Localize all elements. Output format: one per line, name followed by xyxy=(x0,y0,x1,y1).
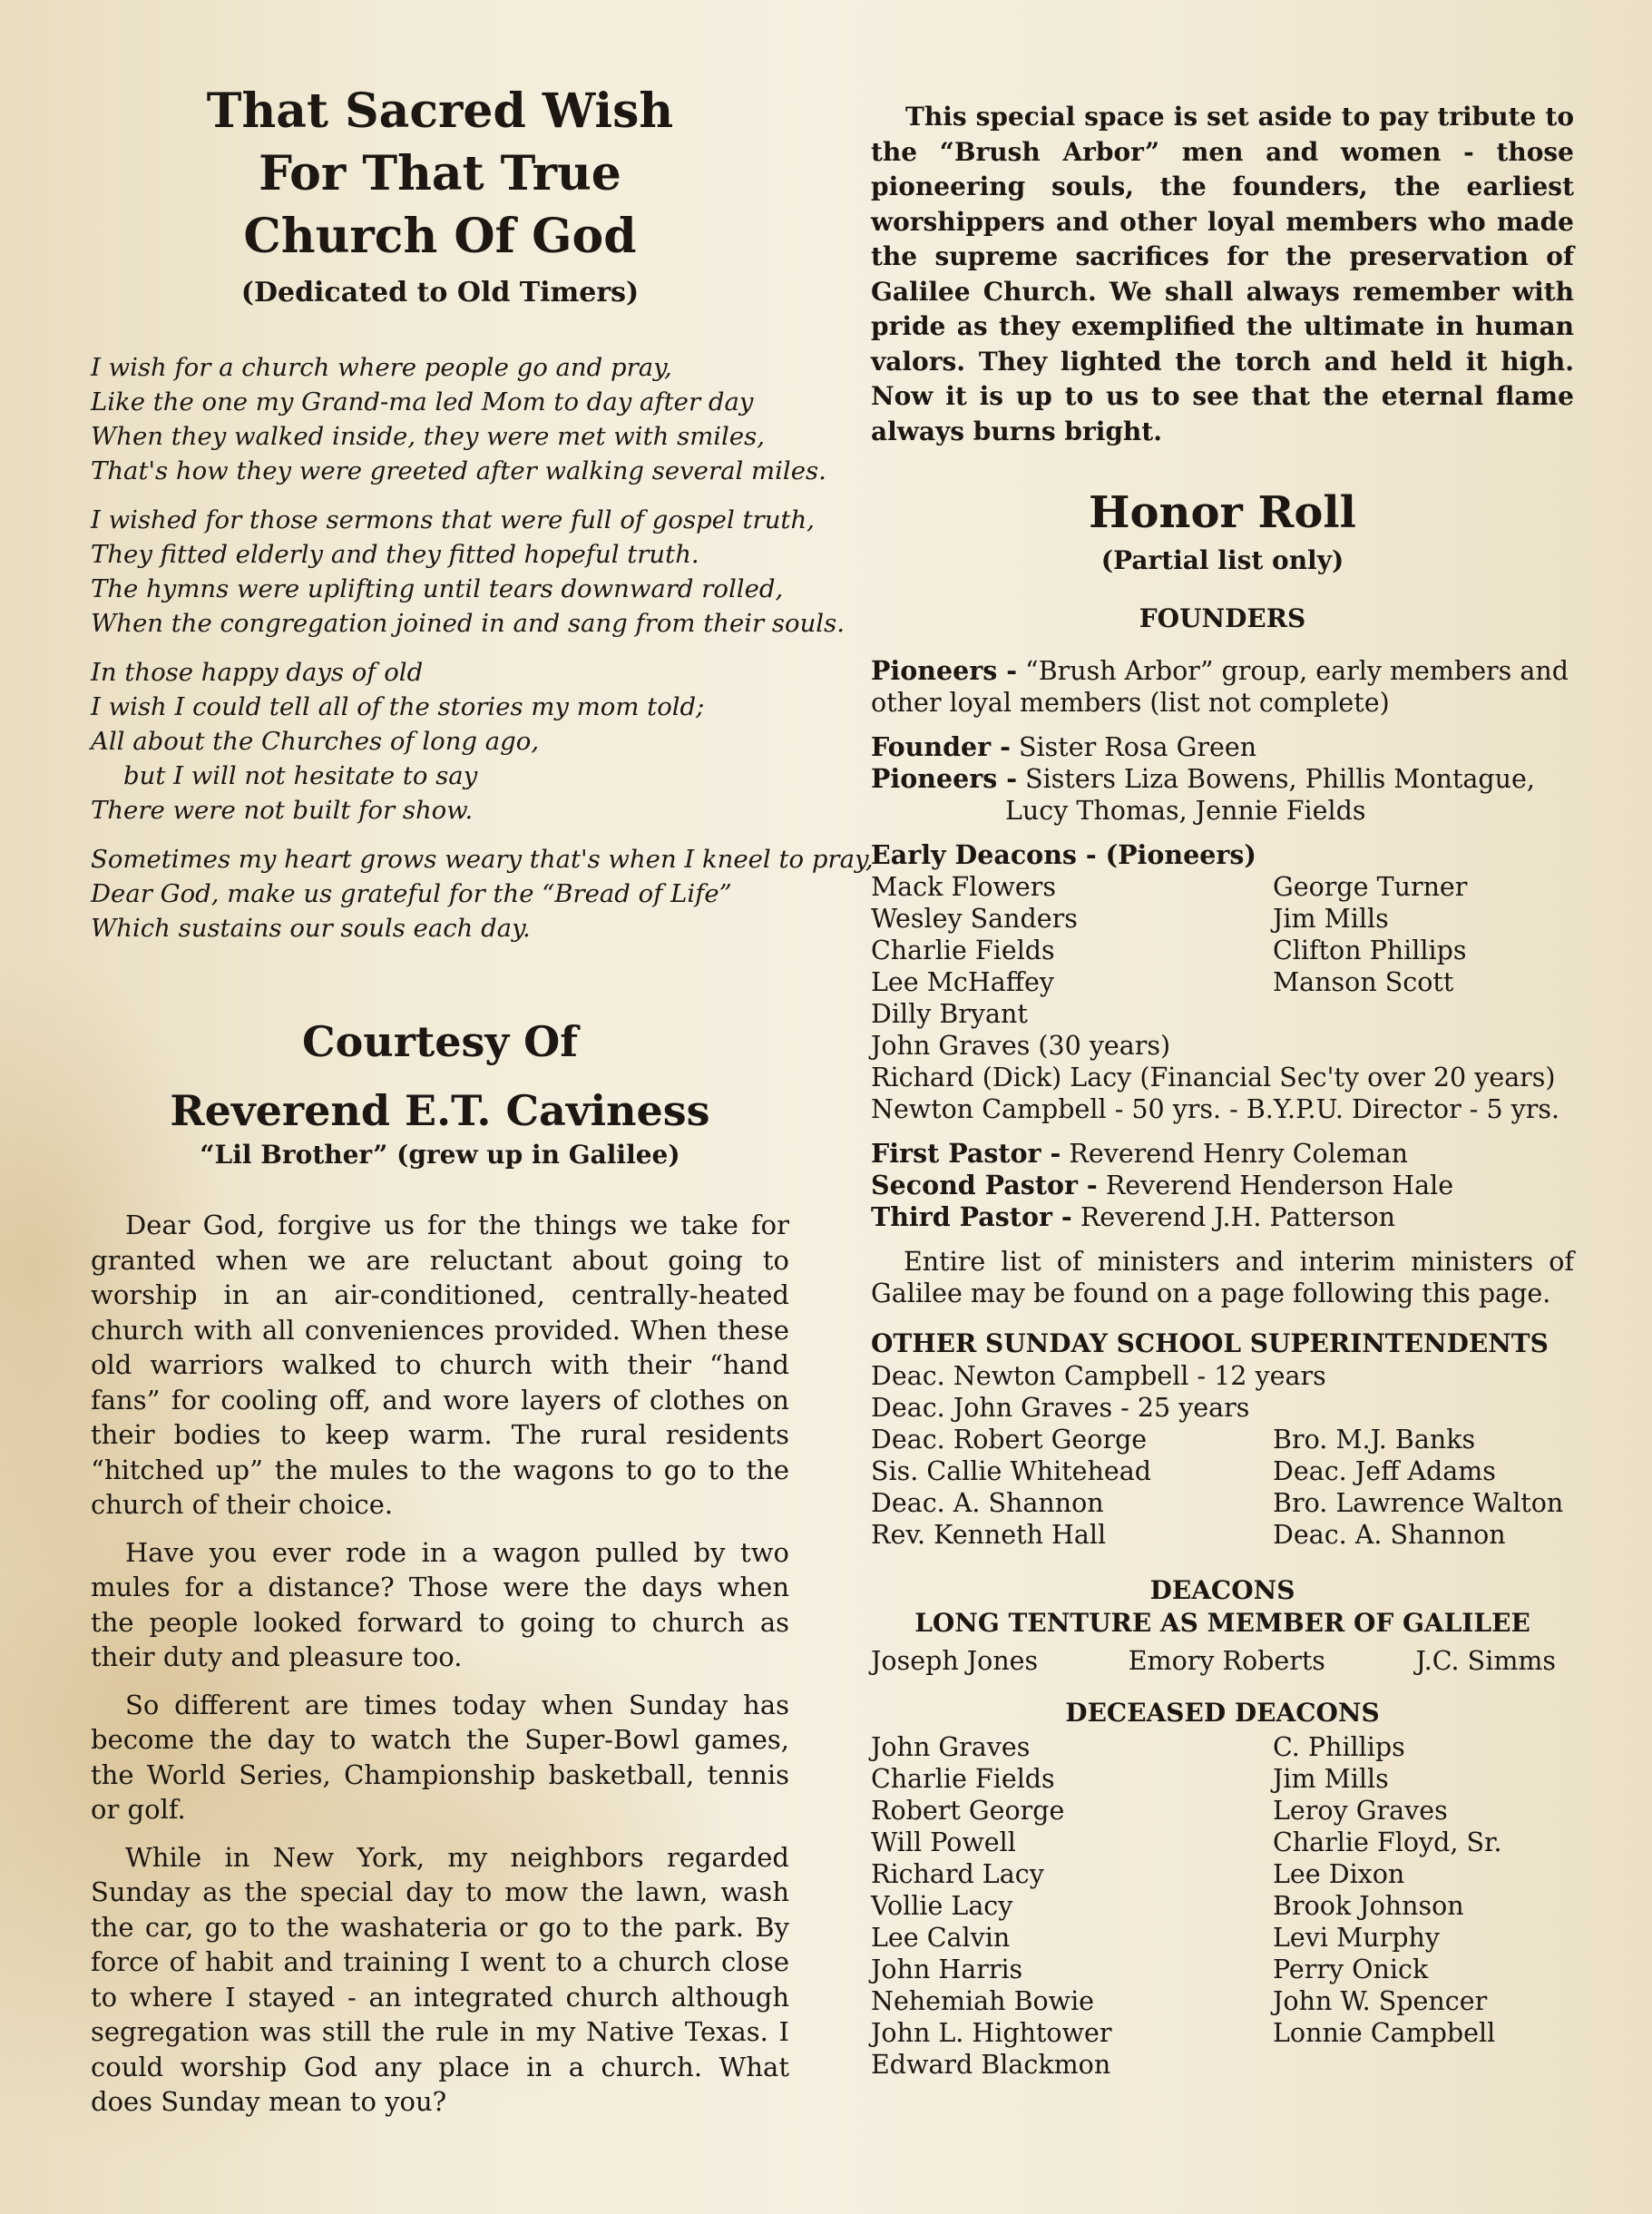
list-item: Mack Flowers xyxy=(871,872,1057,902)
poem-line: There were not built for show. xyxy=(91,796,474,825)
list-item: Deac. John Graves - 25 years xyxy=(871,1393,1250,1423)
paragraph: Have you ever rode in a wagon pulled by two mules for a distance? Those were the days when the people looked forward to going to church as their duty and pleasure too. xyxy=(91,1536,789,1672)
pastor-entry xyxy=(871,1201,1574,1233)
poem-line: Which sustains our souls each day. xyxy=(91,914,531,943)
founder-entry xyxy=(871,731,1574,763)
list-column xyxy=(871,1731,1273,2081)
deacons-heading: DEACONS xyxy=(1149,1575,1295,1605)
list-column xyxy=(1273,871,1574,998)
list-item: Manson Scott xyxy=(1273,967,1454,997)
entry-text: “Brush Arbor” group, early members and other loyal members (list not complete) xyxy=(871,656,1569,718)
entry-label: Early Deacons - (Pioneers) xyxy=(871,839,1256,870)
list-item: C. Phillips xyxy=(1273,1732,1405,1762)
courtesy-text xyxy=(91,1208,789,2120)
entry-text: Reverend Henderson Hale xyxy=(1105,1171,1454,1200)
list-item: Richard Lacy xyxy=(871,1859,1044,1889)
list-item: J.C. Simms xyxy=(1415,1646,1556,1676)
courtesy-line: Reverend E.T. Caviness xyxy=(170,1086,710,1135)
early-deacons-label xyxy=(871,839,1574,871)
entry-label: Founder - xyxy=(871,731,1011,762)
pastor-entry xyxy=(871,1170,1574,1201)
list-item: Newton Campbell - 50 yrs. - B.Y.P.U. Director - 5 yrs. xyxy=(871,1094,1560,1124)
list-item: Deac. Robert George xyxy=(871,1425,1148,1455)
poem-body xyxy=(91,350,874,945)
list-item: Rev. Kenneth Hall xyxy=(871,1520,1107,1550)
list-item: Lonnie Campbell xyxy=(1273,2018,1496,2048)
list-item: Edward Blackmon xyxy=(871,2050,1111,2080)
honor-roll-subtitle: (Partial list only) xyxy=(1100,545,1344,575)
list-item: John Graves (30 years) xyxy=(871,1031,1171,1061)
entry-text: Lucy Thomas, Jennie Fields xyxy=(1005,796,1366,826)
poem-line: I wish for a church where people go and pray, xyxy=(91,353,672,382)
early-deacons-list xyxy=(871,871,1574,998)
list-item: Charlie Fields xyxy=(871,936,1055,965)
list-item: Levi Murphy xyxy=(1273,1923,1440,1953)
left-column xyxy=(91,0,874,2132)
list-item: John Graves xyxy=(871,1732,1031,1762)
list-item: Jim Mills xyxy=(1273,1764,1389,1794)
list-item: Charlie Fields xyxy=(871,1764,1055,1794)
paragraph: So different are times today when Sunday has become the day to watch the Super-Bowl games, the World Series, Championship basketball, tennis or golf. xyxy=(91,1689,789,1825)
poem-line: I wished for those sermons that were full of gospel truth, xyxy=(91,505,815,534)
honor-roll-title: Honor Roll xyxy=(1089,487,1356,538)
poem-title-line: That Sacred Wish xyxy=(206,83,674,139)
list-item: Will Powell xyxy=(871,1827,1016,1857)
pioneers-sisters-entry xyxy=(871,763,1574,795)
entry-label: Second Pastor - xyxy=(871,1170,1098,1200)
superintendents-list xyxy=(871,1424,1574,1551)
list-item: Richard (Dick) Lacy (Financial Sec'ty over 20 years) xyxy=(871,1063,1556,1092)
entry-text: Reverend Henry Coleman xyxy=(1069,1139,1409,1169)
list-item: Joseph Jones xyxy=(871,1646,1039,1676)
list-item: Robert George xyxy=(871,1796,1065,1826)
long-tenure-list xyxy=(871,1645,1574,1677)
list-item: John Harris xyxy=(871,1954,1023,1984)
tribute-paragraph: This special space is set aside to pay tribute to the “Brush Arbor” men and women - those pioneering souls, the founders, the earliest worshippers and other loyal members who made the supreme sacrifices for the preservation of Galilee Church. We shall always remember with pride as they exemplified the ultimate in human valors. They lighted the torch and held it high. Now it is up to us to see that the eternal flame always burns bright. xyxy=(871,102,1574,446)
list-item: Jim Mills xyxy=(1273,904,1389,934)
list-item: Vollie Lacy xyxy=(871,1891,1013,1921)
poem-line: In those happy days of old xyxy=(91,658,424,687)
list-column xyxy=(871,1424,1273,1551)
poem-line: Sometimes my heart grows weary that's when I kneel to pray, xyxy=(91,845,874,874)
list-item: Deac. A. Shannon xyxy=(1273,1520,1506,1550)
deceased-deacons-list xyxy=(871,1731,1574,2081)
list-item: Clifton Phillips xyxy=(1273,936,1467,965)
entry-text: Sister Rosa Green xyxy=(1019,732,1257,762)
poem-title-line: Church Of God xyxy=(243,209,637,264)
poem-stanza xyxy=(91,655,789,828)
superintendents-heading: OTHER SUNDAY SCHOOL SUPERINTENDENTS xyxy=(871,1328,1549,1358)
list-item: Bro. Lawrence Walton xyxy=(1273,1488,1564,1518)
entry-label: Third Pastor - xyxy=(871,1201,1072,1232)
pioneers-entry xyxy=(871,655,1574,719)
right-column xyxy=(871,0,1574,2081)
list-item: Dilly Bryant xyxy=(871,999,1028,1029)
list-item: Charlie Floyd, Sr. xyxy=(1273,1827,1502,1857)
list-item: Leroy Graves xyxy=(1273,1796,1448,1826)
list-item: John L. Hightower xyxy=(871,2018,1112,2048)
poem-line: but I will not hesitate to say xyxy=(123,761,478,790)
courtesy-heading xyxy=(91,1007,789,1145)
list-column xyxy=(1273,1731,1574,2081)
pastor-entry xyxy=(871,1138,1574,1170)
poem-subtitle: (Dedicated to Old Timers) xyxy=(240,277,640,309)
list-item: Nehemiah Bowie xyxy=(871,1986,1095,2016)
poem-title-line: For That True xyxy=(259,146,621,201)
entry-label: Pioneers - xyxy=(871,763,1018,794)
list-item: George Turner xyxy=(1273,872,1468,902)
entry-text: Sisters Liza Bowens, Phillis Montague, xyxy=(1025,764,1535,794)
poem-line: They fitted elderly and they fitted hopeful truth. xyxy=(91,540,699,569)
list-item: John W. Spencer xyxy=(1273,1986,1488,2016)
list-item: Sis. Callie Whitehead xyxy=(871,1456,1151,1486)
poem-line: I wish I could tell all of the stories my mom told; xyxy=(91,692,705,721)
poem-line: When the congregation joined in and sang from their souls. xyxy=(91,609,845,638)
poem-title xyxy=(91,0,789,268)
poem-line: Dear God, make us grateful for the “Bread of Life” xyxy=(91,879,732,908)
poem-line: When they walked inside, they were met with smiles, xyxy=(91,422,765,451)
list-item: Wesley Sanders xyxy=(871,904,1078,934)
list-item: Emory Roberts xyxy=(1128,1646,1325,1676)
list-item: Lee McHaffey xyxy=(871,967,1054,997)
courtesy-subtitle: “Lil Brother” (grew up in Galilee) xyxy=(200,1140,680,1170)
entry-label: Pioneers - xyxy=(871,655,1018,686)
entry-text: Reverend J.H. Patterson xyxy=(1080,1202,1395,1232)
list-item: Perry Onick xyxy=(1273,1954,1429,1984)
founders-heading: FOUNDERS xyxy=(1139,603,1306,633)
list-item: Lee Dixon xyxy=(1273,1859,1405,1889)
poem-stanza xyxy=(91,842,874,945)
list-item: Deac. A. Shannon xyxy=(871,1488,1104,1518)
poem-stanza xyxy=(91,503,845,641)
list-item: Deac. Jeff Adams xyxy=(1273,1456,1496,1486)
list-column xyxy=(871,871,1273,998)
deceased-deacons-heading: DECEASED DEACONS xyxy=(1065,1698,1380,1728)
paragraph: Dear God, forgive us for the things we take for granted when we are reluctant about going to worship in an air-conditioned, centrally-heated church with all conveniences provided. When these old warriors walked to church with their “hand fans” for cooling off, and wore layers of clothes on their bodies to keep warm. The rural residents “hitched up” the mules to the wagons to go to the church of their choice. xyxy=(91,1210,789,1520)
courtesy-line: Courtesy Of xyxy=(302,1017,578,1066)
list-item: Bro. M.J. Banks xyxy=(1273,1425,1476,1455)
poem-line: That's how they were greeted after walking several miles. xyxy=(91,456,826,485)
entry-label: First Pastor - xyxy=(871,1138,1061,1169)
list-item: Brook Johnson xyxy=(1273,1891,1464,1921)
paragraph: While in New York, my neighbors regarded Sunday as the special day to mow the lawn, wash the car, go to the washateria or go to the park. By force of habit and training I went to a church close to where I stayed - an integrated church although segregation was still the rule in my Native Texas. I could worship God any place in a church. What does Sunday mean to you? xyxy=(91,1841,789,2117)
poem-stanza xyxy=(91,350,826,488)
list-item: Deac. Newton Campbell - 12 years xyxy=(871,1361,1326,1391)
poem-line: Like the one my Grand-ma led Mom to day after day xyxy=(91,387,754,416)
list-column xyxy=(1273,1424,1574,1551)
poem-line: The hymns were uplifting until tears downward rolled, xyxy=(91,574,784,603)
poem-line: All about the Churches of long ago, xyxy=(91,727,540,756)
ministers-note: Entire list of ministers and interim ministers of Galilee may be found on a page following this page. xyxy=(871,1247,1574,1308)
long-tenure-heading: LONG TENTURE AS MEMBER OF GALILEE xyxy=(914,1608,1530,1638)
list-item: Lee Calvin xyxy=(871,1923,1011,1953)
